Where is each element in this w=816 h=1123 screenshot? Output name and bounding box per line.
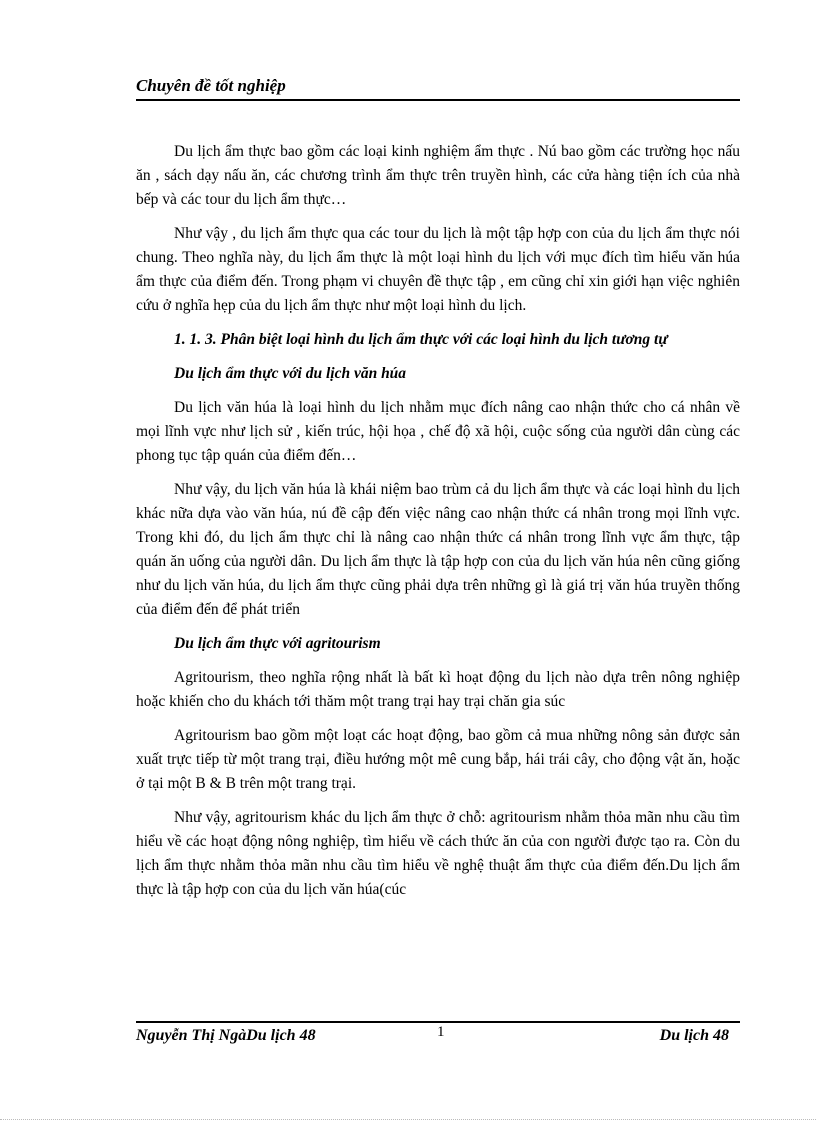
paragraph: Như vậy, du lịch văn húa là khái niệm bao trùm cả du lịch ẩm thực và các loại hình du lịch khác nữa dựa vào văn húa, nú đề cập đến việc nâng cao nhận thức cá nhân trong mọi lĩnh vực. Trong khi đó, du lịch ẩm thực chỉ là nâng cao nhận thức cá nhân trong lĩnh vực ẩm thực, tập quán ăn uống của người dân. Du lịch ẩm thực là tập hợp con của du lịch văn húa nên cũng giống như du lịch văn húa, du lịch ẩm thực cũng phải dựa trên những gì là giá trị văn húa truyền thống của điểm đến để phát triển (136, 481, 740, 618)
subsection-heading: Du lịch ẩm thực với agritourism (174, 635, 381, 652)
paragraph: Như vậy, agritourism khác du lịch ẩm thực ở chỗ: agritourism nhằm thỏa mãn nhu cầu tìm hiểu về các hoạt động nông nghiệp, tìm hiểu về cách thức ăn của con người được tạo ra. Còn du lịch ẩm thực nhằm thỏa mãn nhu cầu tìm hiểu về nghệ thuật ẩm thực của điểm đến.Du lịch ẩm thực là tập hợp con của du lịch văn húa(cúc (136, 809, 740, 898)
page-number: 1 (437, 1024, 445, 1040)
paragraph: Agritourism bao gồm một loạt các hoạt động, bao gồm cả mua những nông sản được sản xuất trực tiếp từ một trang trại, điều hướng một mê cung bắp, hái trái cây, cho động vật ăn, hoặc ở tại một B & B trên một trang trại. (136, 727, 740, 792)
paragraph: Agritourism, theo nghĩa rộng nhất là bất kì hoạt động du lịch nào dựa trên nông nghiệp hoặc khiến cho du khách tới thăm một trang trại hay trại chăn gia súc (136, 669, 740, 710)
document-body (136, 140, 740, 912)
subsection-heading: Du lịch ẩm thực với du lịch văn húa (174, 365, 407, 382)
footer-divider (136, 1021, 740, 1023)
paragraph: Như vậy , du lịch ẩm thực qua các tour du lịch là một tập hợp con của du lịch ẩm thực nói chung. Theo nghĩa này, du lịch ẩm thực là một loại hình du lịch với mục đích tìm hiểu văn húa ẩm thực của điểm đến. Trong phạm vi chuyên đề thực tập , em cũng chỉ xin giới hạn việc nghiên cứu ở nghĩa hẹp của du lịch ẩm thực như một loại hình du lịch. (136, 225, 740, 314)
section-heading: 1. 1. 3. Phân biệt loại hình du lịch ẩm thực với các loại hình du lịch tương tự (174, 331, 668, 348)
paragraph: Du lịch văn húa là loại hình du lịch nhằm mục đích nâng cao nhận thức cho cá nhân về mọi lĩnh vực như lịch sử , kiến trúc, hội họa , chế độ xã hội, cuộc sống của người dân cùng các phong tục tập quán của điểm đến… (136, 399, 740, 464)
page-boundary (0, 1119, 816, 1120)
header-divider (136, 99, 740, 101)
paragraph: Du lịch ẩm thực bao gồm các loại kinh nghiệm ẩm thực . Nú bao gồm các trường học nấu ăn , sách dạy nấu ăn, các chương trình ẩm thực trên truyền hình, các cửa hàng tiện ích của nhà bếp và các tour du lịch ẩm thực… (136, 143, 740, 208)
page-header-title: Chuyên đề tốt nghiệp (136, 76, 286, 95)
footer-course: Du lịch 48 (659, 1027, 729, 1044)
footer-author: Nguyễn Thị NgàDu lịch 48 (136, 1027, 316, 1044)
